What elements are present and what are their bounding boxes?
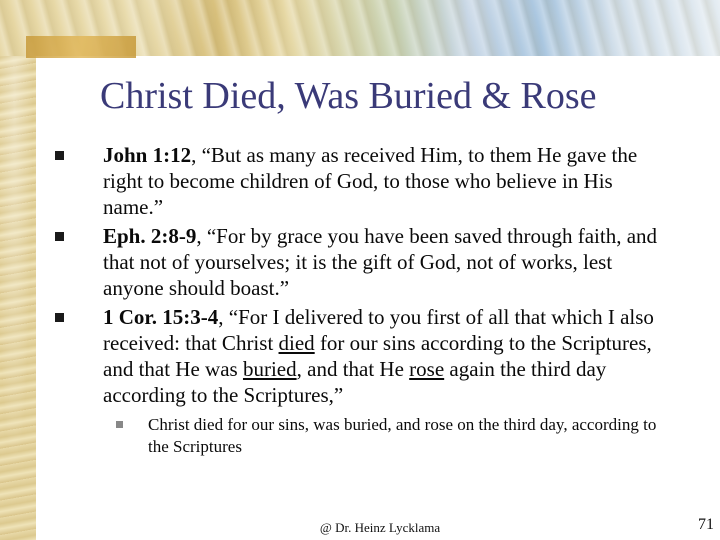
sub-bullet-list — [103, 414, 663, 458]
decorative-left-strip — [0, 0, 36, 540]
verse-text-part: , and that He — [296, 357, 410, 381]
verse-text: , “But as many as received Him, to them He gave the right to become children of God, to those who believe in His name.” — [103, 143, 638, 219]
bullet-item-ephesians — [103, 223, 663, 301]
bullet-item-john — [103, 142, 663, 220]
underlined-word-buried: buried — [242, 357, 297, 381]
bullet-item-corinthians — [103, 304, 663, 458]
bullet-list — [103, 142, 663, 461]
footer-credit: @ Dr. Heinz Lycklama — [319, 520, 441, 535]
verse-text-part: for our sins according to the Scriptures, and that He was — [103, 331, 652, 381]
underlined-word-rose: rose — [409, 357, 445, 381]
sub-bullet-square-icon — [116, 421, 123, 428]
bullet-square-icon — [55, 232, 64, 241]
slide-title: Christ Died, Was Buried & Rose — [100, 75, 597, 117]
sub-bullet-item — [148, 414, 663, 458]
verse-text: , “For by grace you have been saved through faith, and that not of yourselves; it is the gift of God, not of works, lest anyone should boast.” — [103, 224, 658, 300]
sub-bullet-text: Christ died for our sins, was buried, and rose on the third day, according to the Scriptures — [148, 415, 657, 456]
page-number: 71 — [698, 516, 714, 533]
underlined-word-died: died — [278, 331, 315, 355]
verse-reference: Eph. 2:8-9 — [103, 224, 197, 248]
verse-reference: John 1:12 — [103, 143, 192, 167]
decorative-gold-accent — [26, 36, 136, 58]
verse-text-part: , “For I delivered to you first of all that which I also received: that Christ — [103, 305, 654, 355]
bullet-square-icon — [55, 151, 64, 160]
bullet-square-icon — [55, 313, 64, 322]
verse-text-part: again the third day according to the Scriptures,” — [103, 357, 607, 407]
verse-reference: 1 Cor. 15:3-4 — [103, 305, 219, 329]
